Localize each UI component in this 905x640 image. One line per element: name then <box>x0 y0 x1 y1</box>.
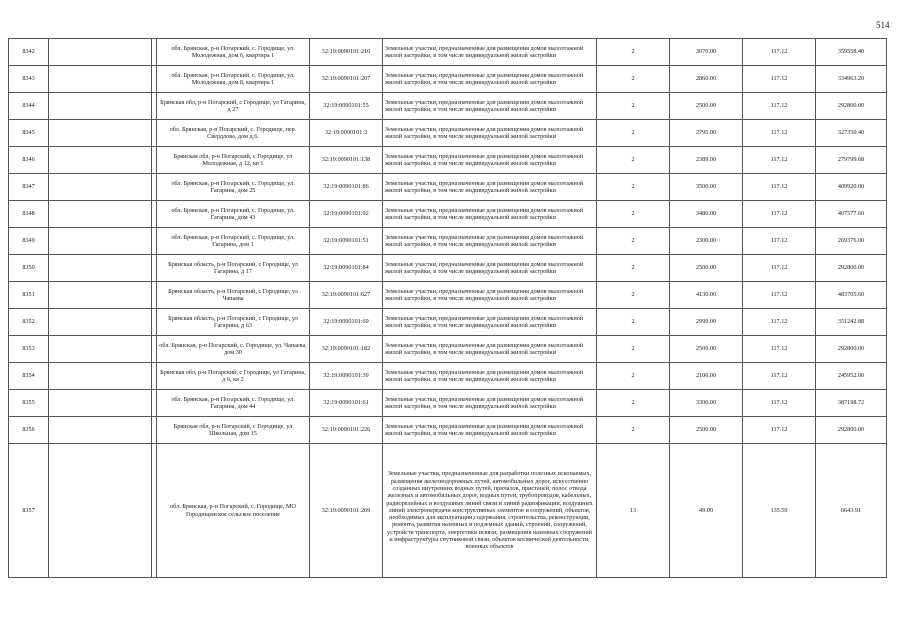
table-row <box>9 282 887 309</box>
table-row <box>9 93 887 120</box>
cadastral-number-cell: 32:19:0090101:182 <box>310 336 383 363</box>
blank-cell <box>49 39 152 66</box>
table-row <box>9 147 887 174</box>
table-row <box>9 120 887 147</box>
table-row <box>9 255 887 282</box>
cadastral-value-cell: 269376.00 <box>816 228 887 255</box>
address-cell: обл. Брянская, р-н Погарский, с. Городище, пер. Свердлова, дом д.6. <box>157 120 310 147</box>
address-cell: обл. Брянская, р-н Погарский, с. Городище, ул. Молодежная, дом 8, квартира 1 <box>157 66 310 93</box>
cadastral-number-cell: 32:19:0090101:269 <box>310 444 383 578</box>
category-cell: 13 <box>597 444 670 578</box>
land-registry-table <box>8 38 887 578</box>
table-row <box>9 201 887 228</box>
blank-cell <box>49 363 152 390</box>
permitted-use-cell: Земельные участки, предназначенные для размещения домов малоэтажной жилой застройки, в том числе индивидуальной жилой застройки <box>383 336 597 363</box>
area-cell: 2500.00 <box>670 93 743 120</box>
area-cell: 2860.00 <box>670 66 743 93</box>
permitted-use-cell: Земельные участки, предназначенные для размещения домов малоэтажной жилой застройки, в том числе индивидуальной жилой застройки <box>383 363 597 390</box>
table-row <box>9 228 887 255</box>
cadastral-value-cell: 334963.20 <box>816 66 887 93</box>
blank-cell <box>49 282 152 309</box>
address-cell: Брянская обл, р-н Погарский, с Городище, ул Молодежная, д 12, кв 1 <box>157 147 310 174</box>
rate-cell: 117.12 <box>743 39 816 66</box>
address-cell: обл. Брянская, р-н Погарский, с. Городище, ул. Гагарина, дом 43 <box>157 201 310 228</box>
blank-cell <box>49 120 152 147</box>
category-cell: 2 <box>597 336 670 363</box>
cadastral-number-cell: 32:19:0090101:92 <box>310 201 383 228</box>
row-number: 8348 <box>9 201 49 228</box>
address-cell: обл. Брянская, р-н Погарский, с. Городище, ул. Гагарина, дом 44 <box>157 390 310 417</box>
blank-cell <box>49 201 152 228</box>
cadastral-value-cell: 279799.68 <box>816 147 887 174</box>
cadastral-value-cell: 292800.00 <box>816 336 887 363</box>
rate-cell: 117.12 <box>743 255 816 282</box>
address-cell: обл. Брянская, р-н Погарский, с. Городище, ул. Чапаева, дом 30 <box>157 336 310 363</box>
cadastral-number-cell: 32:19:0090101:86 <box>310 174 383 201</box>
cadastral-value-cell: 483705.60 <box>816 282 887 309</box>
area-cell: 2300.00 <box>670 228 743 255</box>
table-row <box>9 39 887 66</box>
table-row <box>9 66 887 93</box>
area-cell: 49.00 <box>670 444 743 578</box>
permitted-use-cell: Земельные участки, предназначенные для разработки полезных ископаемых, размещения железнодорожных путей, автомобильных дорог, искусственно созданных внутренних водных путей, причалов, пристаней, полос отвода железных и автомобильных дорог, водных путей, трубопроводов, кабельных, радиорелейных и воздушных линий связи и линий радиофикации, воздушных линий электропередачи конструктивных элементов и сооружений, объектов, необходимых для эксплуатации,содержания, строительства, реконструкции, ремонта, развития наземных и подземных зданий, строений, сооружений, устройств транспорта, энергетики исвязи; размещения наземных сооружений и инфраструктуры спутниковой связи, объектов космической деятельности, военных объектов <box>383 444 597 578</box>
cadastral-number-cell: 32:19:0090101:226 <box>310 417 383 444</box>
permitted-use-cell: Земельные участки, предназначенные для размещения домов малоэтажной жилой застройки, в том числе индивидуальной жилой застройки <box>383 282 597 309</box>
cadastral-value-cell: 359558.40 <box>816 39 887 66</box>
category-cell: 2 <box>597 201 670 228</box>
address-cell: Брянская обл, р-н Погарский, с Городище, ул Школьная, дом 15 <box>157 417 310 444</box>
row-number: 8347 <box>9 174 49 201</box>
rate-cell: 117.12 <box>743 66 816 93</box>
rate-cell: 117.12 <box>743 174 816 201</box>
row-number: 8356 <box>9 417 49 444</box>
row-number: 8343 <box>9 66 49 93</box>
area-cell: 3480.00 <box>670 201 743 228</box>
cadastral-number-cell: 32:19:0090101:207 <box>310 66 383 93</box>
cadastral-value-cell: 351242.88 <box>816 309 887 336</box>
blank-cell <box>49 309 152 336</box>
area-cell: 2795.00 <box>670 120 743 147</box>
row-number: 8353 <box>9 336 49 363</box>
address-cell: Брянская обл, р-н Погарский, с Городище, ул Гагарина, д 6, кв 2 <box>157 363 310 390</box>
table-row <box>9 363 887 390</box>
row-number: 8349 <box>9 228 49 255</box>
rate-cell: 117.12 <box>743 390 816 417</box>
cadastral-number-cell: 32:19:0090101:138 <box>310 147 383 174</box>
category-cell: 2 <box>597 363 670 390</box>
row-number: 8352 <box>9 309 49 336</box>
category-cell: 2 <box>597 93 670 120</box>
table-row <box>9 417 887 444</box>
address-cell: обл. Брянская, р-н Погарский, с. Городище, МО Городищенское сельское поселение <box>157 444 310 578</box>
rate-cell: 117.12 <box>743 336 816 363</box>
rate-cell: 117.12 <box>743 120 816 147</box>
category-cell: 2 <box>597 309 670 336</box>
address-cell: обл. Брянская, р-н Погарский, с. Городище, ул. Молодежная, дом 6, квартира 1 <box>157 39 310 66</box>
rate-cell: 117.12 <box>743 201 816 228</box>
rate-cell: 117.12 <box>743 282 816 309</box>
blank-cell <box>49 66 152 93</box>
permitted-use-cell: Земельные участки, предназначенные для размещения домов малоэтажной жилой застройки, в том числе индивидуальной жилой застройки <box>383 309 597 336</box>
permitted-use-cell: Земельные участки, предназначенные для размещения домов малоэтажной жилой застройки, в том числе индивидуальной жилой застройки <box>383 390 597 417</box>
permitted-use-cell: Земельные участки, предназначенные для размещения домов малоэтажной жилой застройки, в том числе индивидуальной жилой застройки <box>383 120 597 147</box>
cadastral-number-cell: 32:19:0090101:627 <box>310 282 383 309</box>
area-cell: 2500.00 <box>670 417 743 444</box>
table-row <box>9 309 887 336</box>
blank-cell <box>49 444 152 578</box>
permitted-use-cell: Земельные участки, предназначенные для размещения домов малоэтажной жилой застройки, в том числе индивидуальной жилой застройки <box>383 93 597 120</box>
cadastral-value-cell: 6643.91 <box>816 444 887 578</box>
permitted-use-cell: Земельные участки, предназначенные для размещения домов малоэтажной жилой застройки, в том числе индивидуальной жилой застройки <box>383 228 597 255</box>
row-number: 8342 <box>9 39 49 66</box>
page-number: 514 <box>876 20 890 30</box>
permitted-use-cell: Земельные участки, предназначенные для размещения домов малоэтажной жилой застройки, в том числе индивидуальной жилой застройки <box>383 174 597 201</box>
row-number: 8354 <box>9 363 49 390</box>
row-number: 8357 <box>9 444 49 578</box>
category-cell: 2 <box>597 39 670 66</box>
cadastral-value-cell: 292800.00 <box>816 93 887 120</box>
cadastral-number-cell: 32:19:0090101:69 <box>310 309 383 336</box>
cadastral-value-cell: 409920.00 <box>816 174 887 201</box>
row-number: 8350 <box>9 255 49 282</box>
category-cell: 2 <box>597 147 670 174</box>
row-number: 8351 <box>9 282 49 309</box>
row-number: 8345 <box>9 120 49 147</box>
rate-cell: 117.12 <box>743 417 816 444</box>
area-cell: 2500.00 <box>670 255 743 282</box>
permitted-use-cell: Земельные участки, предназначенные для размещения домов малоэтажной жилой застройки, в том числе индивидуальной жилой застройки <box>383 201 597 228</box>
cadastral-value-cell: 245952.00 <box>816 363 887 390</box>
category-cell: 2 <box>597 66 670 93</box>
rate-cell: 117.12 <box>743 93 816 120</box>
cadastral-number-cell: 32:19:0090101:51 <box>310 228 383 255</box>
area-cell: 2389.00 <box>670 147 743 174</box>
address-cell: Брянская область, р-н Погарский, с Городище, ул Гагарина, д 63 <box>157 309 310 336</box>
address-cell: обл. Брянская, р-н Погарский, с. Городище, ул. Гагарина, дом 25 <box>157 174 310 201</box>
category-cell: 2 <box>597 174 670 201</box>
blank-cell <box>49 417 152 444</box>
blank-cell <box>49 174 152 201</box>
cadastral-number-cell: 32:19:0090101:55 <box>310 93 383 120</box>
table-row <box>9 390 887 417</box>
table-row <box>9 174 887 201</box>
cadastral-number-cell: 32:19:0090101:61 <box>310 390 383 417</box>
category-cell: 2 <box>597 390 670 417</box>
cadastral-value-cell: 292800.00 <box>816 417 887 444</box>
cadastral-number-cell: 32:19:0090101:84 <box>310 255 383 282</box>
rate-cell: 135.59 <box>743 444 816 578</box>
permitted-use-cell: Земельные участки, предназначенные для размещения домов малоэтажной жилой застройки, в том числе индивидуальной жилой застройки <box>383 39 597 66</box>
row-number: 8355 <box>9 390 49 417</box>
cadastral-number-cell: 32:19:0090101:3 <box>310 120 383 147</box>
blank-cell <box>49 147 152 174</box>
area-cell: 2500.00 <box>670 336 743 363</box>
permitted-use-cell: Земельные участки, предназначенные для размещения домов малоэтажной жилой застройки, в том числе индивидуальной жилой застройки <box>383 417 597 444</box>
area-cell: 2999.00 <box>670 309 743 336</box>
blank-cell <box>49 390 152 417</box>
rate-cell: 117.12 <box>743 147 816 174</box>
category-cell: 2 <box>597 417 670 444</box>
blank-cell <box>49 93 152 120</box>
category-cell: 2 <box>597 255 670 282</box>
rate-cell: 117.12 <box>743 228 816 255</box>
cadastral-value-cell: 292800.00 <box>816 255 887 282</box>
table-row <box>9 444 887 578</box>
blank-cell <box>49 228 152 255</box>
rate-cell: 117.12 <box>743 363 816 390</box>
address-cell: Брянская обл, р-н Погарский, с Городище, ул Гагарина, д 27 <box>157 93 310 120</box>
table-row <box>9 336 887 363</box>
permitted-use-cell: Земельные участки, предназначенные для размещения домов малоэтажной жилой застройки, в том числе индивидуальной жилой застройки <box>383 147 597 174</box>
blank-cell <box>49 255 152 282</box>
cadastral-value-cell: 407577.60 <box>816 201 887 228</box>
address-cell: Брянская область, р-н Погарский, с Городище, ул Чапаева <box>157 282 310 309</box>
rate-cell: 117.12 <box>743 309 816 336</box>
address-cell: Брянская область, р-н Погарский, с Городище, ул Гагарина, д 17 <box>157 255 310 282</box>
area-cell: 3500.00 <box>670 174 743 201</box>
blank-cell <box>49 336 152 363</box>
cadastral-value-cell: 387198.72 <box>816 390 887 417</box>
area-cell: 2100.00 <box>670 363 743 390</box>
cadastral-number-cell: 32:19:0090101:39 <box>310 363 383 390</box>
row-number: 8346 <box>9 147 49 174</box>
category-cell: 2 <box>597 120 670 147</box>
category-cell: 2 <box>597 228 670 255</box>
cadastral-value-cell: 327350.40 <box>816 120 887 147</box>
area-cell: 4130.00 <box>670 282 743 309</box>
cadastral-number-cell: 32:19:0090101:210 <box>310 39 383 66</box>
permitted-use-cell: Земельные участки, предназначенные для размещения домов малоэтажной жилой застройки, в том числе индивидуальной жилой застройки <box>383 255 597 282</box>
area-cell: 3070.00 <box>670 39 743 66</box>
permitted-use-cell: Земельные участки, предназначенные для размещения домов малоэтажной жилой застройки, в том числе индивидуальной жилой застройки <box>383 66 597 93</box>
area-cell: 3306.00 <box>670 390 743 417</box>
address-cell: обл. Брянская, р-н Погарский, с. Городище, ул. Гагарина, дом 1 <box>157 228 310 255</box>
row-number: 8344 <box>9 93 49 120</box>
category-cell: 2 <box>597 282 670 309</box>
